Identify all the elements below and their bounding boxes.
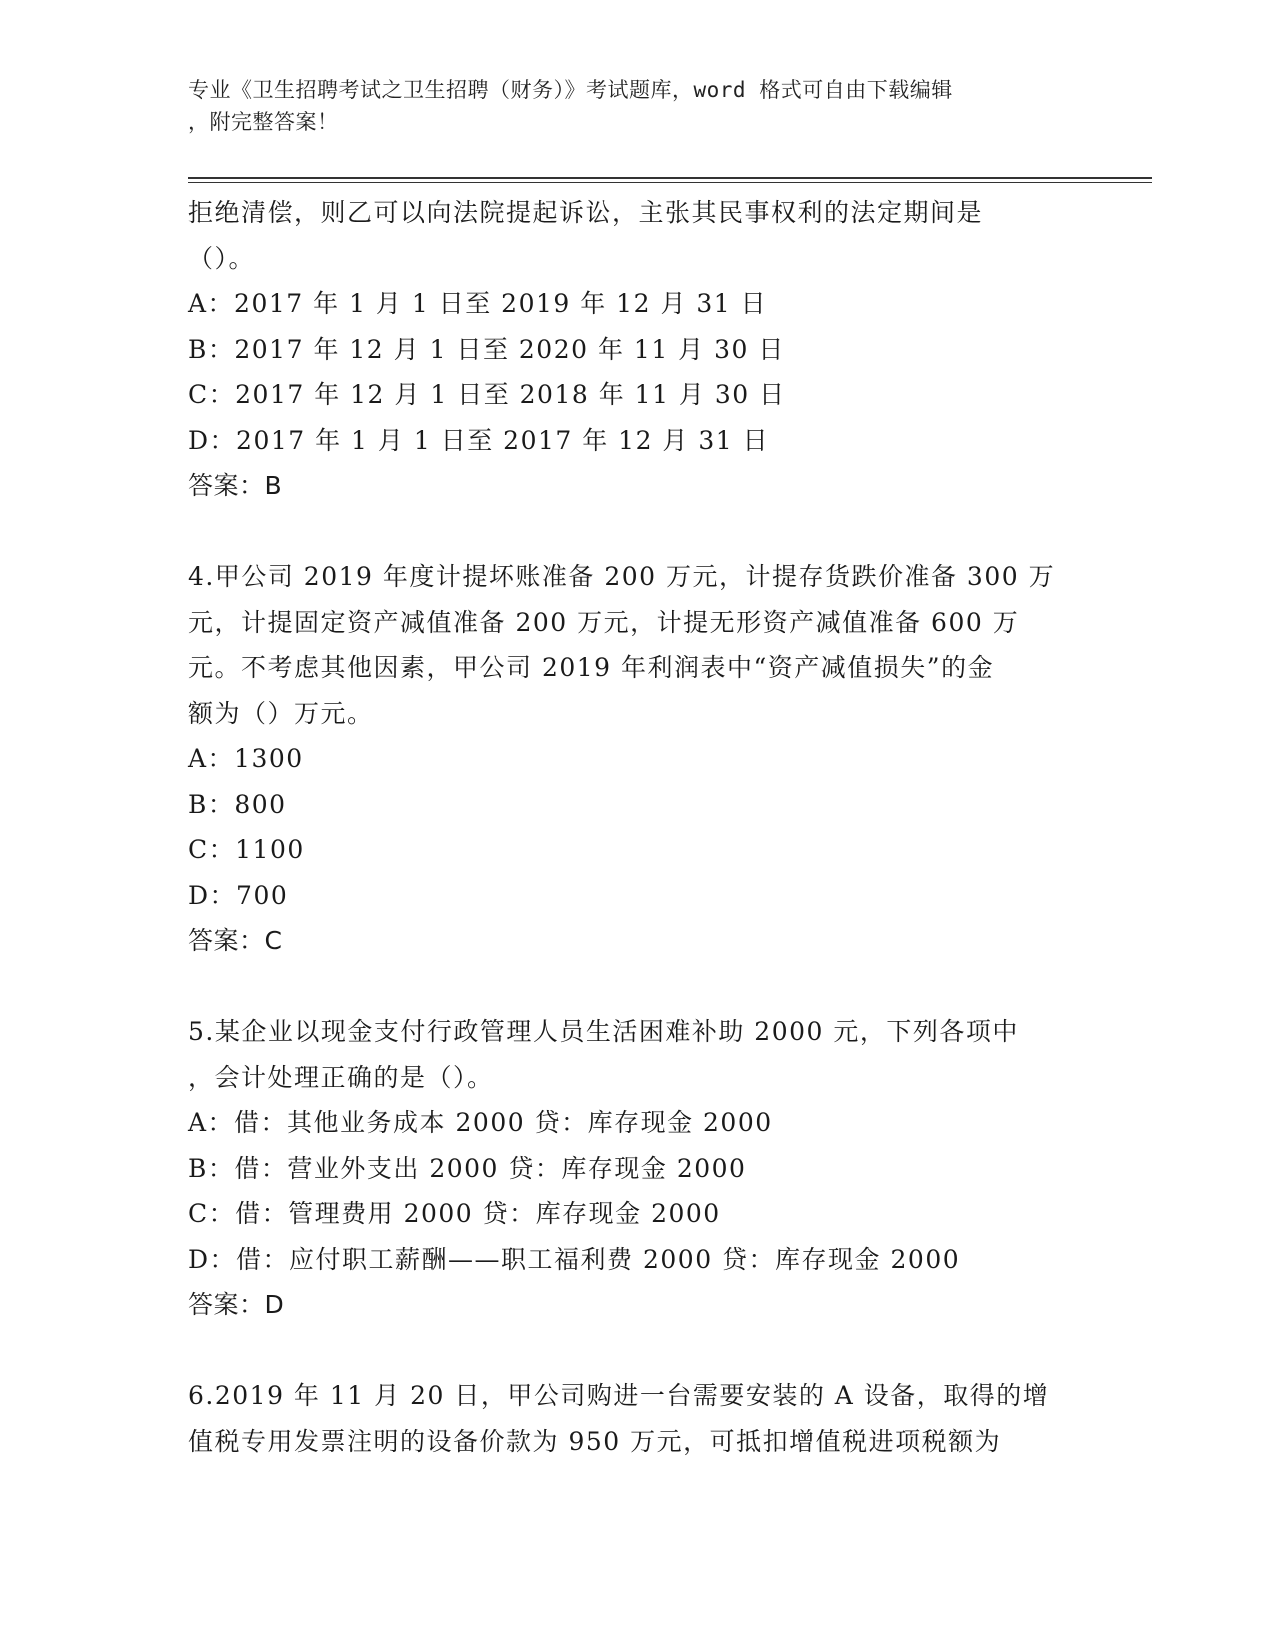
question-4-text-line-3: 元。不考虑其他因素，甲公司 2019 年利润表中“资产减值损失”的金 <box>188 653 995 682</box>
header-divider-thick <box>188 177 1152 179</box>
question-3-option-c: C：2017 年 12 月 1 日至 2018 年 11 月 30 日 <box>188 380 786 409</box>
question-3-option-b: B：2017 年 12 月 1 日至 2020 年 11 月 30 日 <box>188 334 785 364</box>
spacer <box>188 1328 1088 1374</box>
question-5-answer: 答案：D <box>188 1290 285 1319</box>
question-4-text-line-4: 额为（）万元。 <box>188 698 374 728</box>
question-5-text-line-1: 5.某企业以现金支付行政管理人员生活困难补助 2000 元，下列各项中 <box>188 1017 1019 1046</box>
question-4 <box>188 554 1088 964</box>
question-4-option-c: C：1100 <box>188 835 305 864</box>
spacer <box>188 964 1088 1010</box>
question-3-text-line-1: 拒绝清偿，则乙可以向法院提起诉讼，主张其民事权利的法定期间是 <box>188 198 984 227</box>
question-3-option-a: A：2017 年 1 月 1 日至 2019 年 12 月 31 日 <box>188 289 768 318</box>
question-3-option-d: D：2017 年 1 月 1 日至 2017 年 12 月 31 日 <box>188 425 770 455</box>
question-6 <box>188 1373 1088 1464</box>
question-3 <box>188 190 1088 509</box>
spacer <box>188 509 1088 555</box>
question-3-text-line-2: （）。 <box>188 243 256 273</box>
question-3-answer: 答案：B <box>188 471 283 500</box>
question-4-option-b: B：800 <box>188 789 287 819</box>
header-divider-thin <box>188 182 1152 183</box>
header-line-1: 专业《卫生招聘考试之卫生招聘（财务）》考试题库，word 格式可自由下载编辑 <box>188 78 953 102</box>
question-4-text-line-1: 4.甲公司 2019 年度计提坏账准备 200 万元，计提存货跌价准备 300 万 <box>188 562 1056 591</box>
question-4-answer: 答案：C <box>188 926 283 955</box>
question-4-text-line-2: 元，计提固定资产减值准备 200 万元，计提无形资产减值准备 600 万 <box>188 607 1020 637</box>
question-5-option-a: A：借：其他业务成本 2000 贷：库存现金 2000 <box>188 1108 773 1137</box>
question-5-text-line-2: ，会计处理正确的是（）。 <box>188 1062 494 1092</box>
question-5-option-b: B：借：营业外支出 2000 贷：库存现金 2000 <box>188 1153 747 1183</box>
question-6-text-line-1: 6.2019 年 11 月 20 日，甲公司购进一台需要安装的 A 设备，取得的增 <box>188 1381 1050 1410</box>
question-4-option-d: D：700 <box>188 880 289 910</box>
question-5 <box>188 1009 1088 1328</box>
question-5-option-d: D：借：应付职工薪酬——职工福利费 2000 贷：库存现金 2000 <box>188 1244 961 1274</box>
header-line-2: ，附完整答案！ <box>188 110 339 134</box>
question-5-option-c: C：借：管理费用 2000 贷：库存现金 2000 <box>188 1199 721 1228</box>
question-6-text-line-2: 值税专用发票注明的设备价款为 950 万元，可抵扣增值税进项税额为 <box>188 1426 1002 1456</box>
document-header <box>188 74 1068 138</box>
question-4-option-a: A：1300 <box>188 744 304 773</box>
document-body <box>188 190 1088 1464</box>
